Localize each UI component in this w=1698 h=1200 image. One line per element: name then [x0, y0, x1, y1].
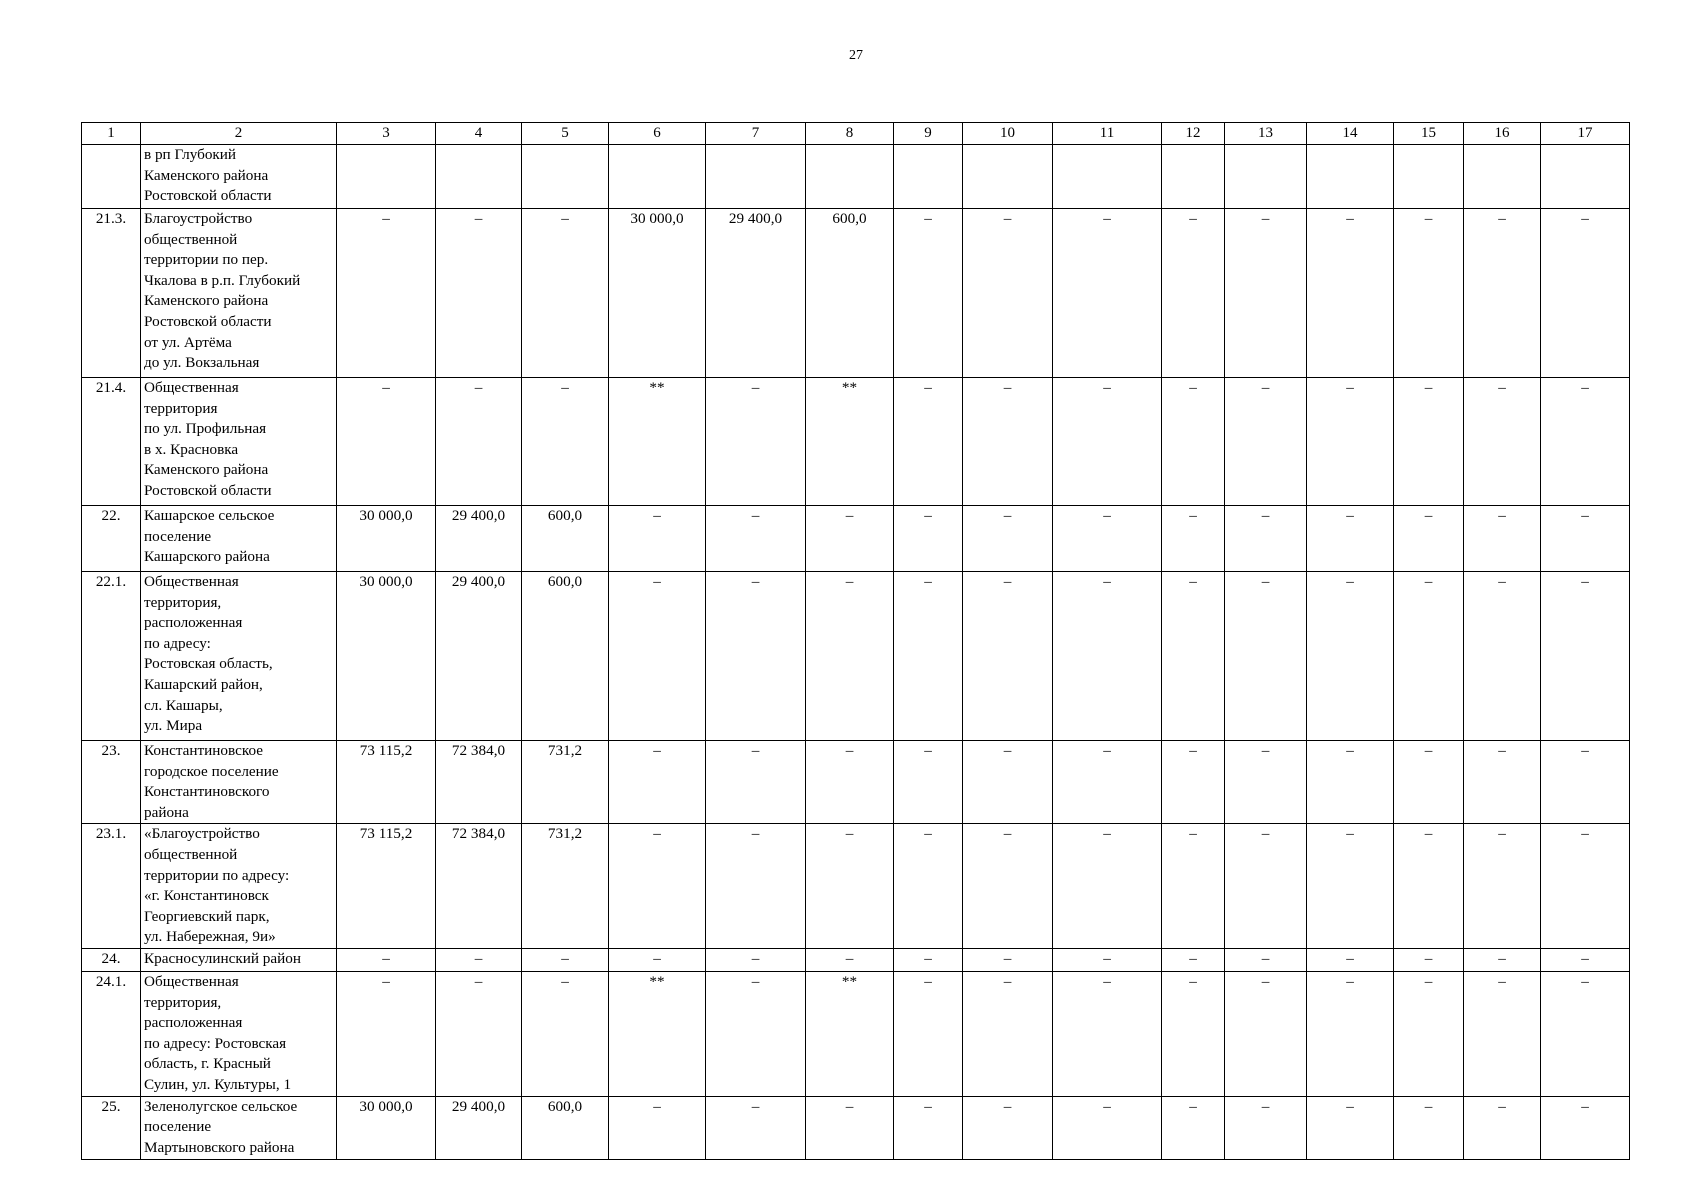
value-cell: – — [1307, 209, 1394, 378]
row-number: 25. — [82, 1096, 141, 1159]
value-cell: – — [1053, 506, 1162, 572]
value-cell: – — [1225, 741, 1307, 824]
value-cell: – — [609, 741, 706, 824]
column-header: 8 — [806, 123, 894, 145]
row-name-line: расположенная — [144, 1014, 243, 1032]
row-name-line: «Благоустройство — [144, 825, 260, 843]
value-cell: – — [1464, 209, 1541, 378]
value-cell: – — [1162, 741, 1225, 824]
table-row — [82, 741, 1630, 824]
row-name-line: общественной — [144, 845, 238, 863]
row-name-line: поселение — [144, 1118, 212, 1136]
value-cell: – — [609, 824, 706, 949]
table-row — [82, 572, 1630, 741]
value-cell: – — [1541, 506, 1630, 572]
row-name-line: расположенная — [144, 614, 243, 632]
column-header: 4 — [436, 123, 522, 145]
value-cell: – — [337, 971, 436, 1096]
column-header: 7 — [706, 123, 806, 145]
value-cell: – — [894, 378, 963, 506]
row-name-line: ул. Мира — [144, 717, 203, 735]
row-number: 23.1. — [82, 824, 141, 949]
value-cell: – — [806, 1096, 894, 1159]
value-cell: – — [1307, 824, 1394, 949]
column-header: 16 — [1464, 123, 1541, 145]
column-header: 1 — [82, 123, 141, 145]
value-cell — [522, 145, 609, 209]
value-cell — [963, 145, 1053, 209]
column-header: 9 — [894, 123, 963, 145]
row-name-line: городское поселение — [144, 762, 279, 780]
row-name-line: Красносулинский район — [144, 949, 301, 967]
value-cell: – — [1225, 1096, 1307, 1159]
value-cell: – — [609, 572, 706, 741]
value-cell: – — [894, 741, 963, 824]
value-cell: – — [1541, 209, 1630, 378]
value-cell: – — [1225, 948, 1307, 971]
value-cell: – — [706, 378, 806, 506]
row-name-line: область, г. Красный — [144, 1055, 271, 1073]
column-header: 2 — [141, 123, 337, 145]
value-cell: – — [1225, 824, 1307, 949]
value-cell: – — [963, 378, 1053, 506]
value-cell: – — [1394, 378, 1464, 506]
value-cell: – — [1225, 572, 1307, 741]
value-cell: – — [1162, 971, 1225, 1096]
value-cell: – — [1464, 1096, 1541, 1159]
value-cell — [436, 145, 522, 209]
column-header: 3 — [337, 123, 436, 145]
value-cell: ** — [609, 971, 706, 1096]
value-cell: – — [1053, 378, 1162, 506]
value-cell — [1162, 145, 1225, 209]
value-cell: – — [1225, 209, 1307, 378]
row-name-line: до ул. Вокзальная — [144, 354, 260, 372]
row-name-line: Кашарский район, — [144, 675, 263, 693]
value-cell: – — [1053, 971, 1162, 1096]
value-cell: – — [337, 209, 436, 378]
value-cell: – — [1053, 572, 1162, 741]
value-cell: – — [1541, 741, 1630, 824]
column-header: 11 — [1053, 123, 1162, 145]
value-cell: – — [1162, 824, 1225, 949]
row-name-line: территории по пер. — [144, 251, 269, 269]
table-row — [82, 824, 1630, 949]
row-name-line: Каменского района — [144, 292, 269, 310]
row-name — [141, 741, 337, 824]
value-cell: – — [436, 948, 522, 971]
value-cell: ** — [806, 971, 894, 1096]
value-cell: – — [1541, 1096, 1630, 1159]
value-cell: – — [806, 948, 894, 971]
value-cell: – — [1225, 378, 1307, 506]
value-cell: – — [806, 506, 894, 572]
row-name — [141, 506, 337, 572]
column-header: 10 — [963, 123, 1053, 145]
column-header: 14 — [1307, 123, 1394, 145]
value-cell: – — [1464, 572, 1541, 741]
value-cell: – — [1541, 824, 1630, 949]
value-cell — [1053, 145, 1162, 209]
row-name — [141, 1096, 337, 1159]
row-number — [82, 145, 141, 209]
value-cell: – — [1162, 572, 1225, 741]
value-cell: – — [806, 741, 894, 824]
value-cell: – — [1394, 209, 1464, 378]
value-cell: 600,0 — [806, 209, 894, 378]
value-cell: – — [1464, 824, 1541, 949]
value-cell — [806, 145, 894, 209]
row-name-line: «г. Константиновск — [144, 887, 269, 905]
value-cell: – — [706, 572, 806, 741]
value-cell: – — [1307, 948, 1394, 971]
value-cell: – — [894, 948, 963, 971]
value-cell: – — [806, 572, 894, 741]
row-name-line: Общественная — [144, 573, 239, 590]
value-cell: – — [963, 948, 1053, 971]
row-name — [141, 948, 337, 971]
value-cell: 73 115,2 — [337, 824, 436, 949]
row-name-line: Каменского района — [144, 461, 269, 479]
value-cell: – — [1225, 506, 1307, 572]
row-name-line: Ростовской области — [144, 187, 272, 205]
value-cell: 731,2 — [522, 824, 609, 949]
value-cell: 29 400,0 — [706, 209, 806, 378]
value-cell: – — [1394, 572, 1464, 741]
value-cell: – — [1541, 971, 1630, 1096]
value-cell: ** — [806, 378, 894, 506]
value-cell: – — [1541, 378, 1630, 506]
value-cell: – — [1053, 209, 1162, 378]
value-cell: – — [706, 971, 806, 1096]
value-cell: – — [1162, 948, 1225, 971]
value-cell — [1394, 145, 1464, 209]
row-name-line: Благоустройство — [144, 210, 253, 227]
row-name-line: в рп Глубокий — [144, 146, 237, 163]
row-name-line: территории по адресу: — [144, 866, 290, 884]
value-cell: 72 384,0 — [436, 741, 522, 824]
row-name — [141, 572, 337, 741]
value-cell: – — [963, 824, 1053, 949]
column-header: 13 — [1225, 123, 1307, 145]
row-name-line: по адресу: Ростовская — [144, 1034, 287, 1052]
value-cell: – — [609, 948, 706, 971]
value-cell: – — [1394, 824, 1464, 949]
value-cell: – — [1394, 948, 1464, 971]
row-name-line: Общественная — [144, 379, 239, 396]
row-name-line: Кашарское сельское — [144, 507, 275, 524]
value-cell — [337, 145, 436, 209]
value-cell: – — [1162, 209, 1225, 378]
row-name-line: Чкалова в р.п. Глубокий — [144, 271, 301, 289]
row-name-line: сл. Кашары, — [144, 696, 223, 714]
value-cell: – — [1162, 1096, 1225, 1159]
value-cell: – — [706, 948, 806, 971]
row-name-line: Ростовская область, — [144, 655, 273, 673]
value-cell: 73 115,2 — [337, 741, 436, 824]
value-cell: 600,0 — [522, 506, 609, 572]
page-number: 27 — [849, 48, 863, 63]
row-name-line: Зеленолугское сельское — [144, 1097, 298, 1115]
value-cell: – — [894, 971, 963, 1096]
row-name-line: района — [144, 803, 189, 821]
row-name-line: территория — [144, 399, 218, 417]
value-cell — [609, 145, 706, 209]
table-row — [82, 948, 1630, 971]
value-cell: – — [1464, 378, 1541, 506]
column-header: 17 — [1541, 123, 1630, 145]
value-cell: – — [1053, 948, 1162, 971]
table-row — [82, 378, 1630, 506]
value-cell: – — [894, 506, 963, 572]
value-cell: – — [1307, 971, 1394, 1096]
value-cell — [894, 145, 963, 209]
value-cell: 731,2 — [522, 741, 609, 824]
row-name-line: общественной — [144, 230, 238, 248]
row-name-line: территория, — [144, 993, 222, 1011]
value-cell: – — [894, 572, 963, 741]
value-cell: – — [522, 209, 609, 378]
value-cell: – — [522, 378, 609, 506]
row-name-line: по ул. Профильная — [144, 420, 267, 438]
value-cell: – — [1307, 572, 1394, 741]
financing-table — [81, 122, 1630, 1160]
value-cell: – — [1541, 948, 1630, 971]
row-name — [141, 145, 337, 209]
value-cell: 29 400,0 — [436, 506, 522, 572]
value-cell: – — [1307, 741, 1394, 824]
row-number: 23. — [82, 741, 141, 824]
value-cell: 30 000,0 — [337, 506, 436, 572]
value-cell: 600,0 — [522, 1096, 609, 1159]
value-cell: – — [706, 506, 806, 572]
row-name-line: Кашарского района — [144, 548, 270, 566]
value-cell: – — [963, 741, 1053, 824]
row-name-line: Константиновское — [144, 742, 263, 759]
row-name-line: поселение — [144, 527, 212, 545]
value-cell: – — [522, 971, 609, 1096]
value-cell: – — [609, 1096, 706, 1159]
value-cell: – — [436, 971, 522, 1096]
row-name — [141, 209, 337, 378]
value-cell: – — [1464, 506, 1541, 572]
row-number: 22. — [82, 506, 141, 572]
value-cell: – — [1053, 1096, 1162, 1159]
value-cell: – — [337, 948, 436, 971]
column-number-row — [82, 123, 1630, 145]
row-name — [141, 824, 337, 949]
value-cell: – — [963, 971, 1053, 1096]
row-name-line: по адресу: — [144, 634, 211, 652]
value-cell — [1464, 145, 1541, 209]
value-cell: – — [963, 209, 1053, 378]
value-cell — [1225, 145, 1307, 209]
value-cell: – — [706, 1096, 806, 1159]
value-cell: – — [1162, 506, 1225, 572]
column-header: 5 — [522, 123, 609, 145]
table-row — [82, 145, 1630, 209]
table-row — [82, 209, 1630, 378]
value-cell: 29 400,0 — [436, 572, 522, 741]
row-number: 21.4. — [82, 378, 141, 506]
value-cell: – — [436, 378, 522, 506]
value-cell: – — [1307, 378, 1394, 506]
value-cell: – — [894, 824, 963, 949]
value-cell: – — [894, 209, 963, 378]
value-cell — [706, 145, 806, 209]
row-name-line: от ул. Артёма — [144, 333, 232, 351]
row-name — [141, 971, 337, 1096]
value-cell: – — [1225, 971, 1307, 1096]
value-cell: ** — [609, 378, 706, 506]
value-cell: 29 400,0 — [436, 1096, 522, 1159]
value-cell: – — [1162, 378, 1225, 506]
row-name-line: Каменского района — [144, 166, 269, 184]
value-cell: – — [963, 572, 1053, 741]
value-cell: – — [963, 1096, 1053, 1159]
table-row — [82, 506, 1630, 572]
value-cell — [1541, 145, 1630, 209]
value-cell: – — [1464, 948, 1541, 971]
value-cell: – — [1053, 741, 1162, 824]
row-name-line: ул. Набережная, 9и» — [144, 928, 276, 946]
row-name-line: Константиновского — [144, 783, 270, 801]
row-name-line: Ростовской области — [144, 481, 272, 499]
value-cell: – — [1053, 824, 1162, 949]
value-cell — [1307, 145, 1394, 209]
row-name-line: Сулин, ул. Культуры, 1 — [144, 1075, 292, 1093]
value-cell: – — [806, 824, 894, 949]
row-name-line: в х. Красновка — [144, 440, 239, 458]
value-cell: – — [1541, 572, 1630, 741]
row-name-line: Мартыновского района — [144, 1138, 295, 1156]
value-cell: 600,0 — [522, 572, 609, 741]
value-cell: – — [1394, 741, 1464, 824]
table-row — [82, 971, 1630, 1096]
column-header: 12 — [1162, 123, 1225, 145]
value-cell: – — [1464, 971, 1541, 1096]
row-name — [141, 378, 337, 506]
value-cell: – — [1394, 1096, 1464, 1159]
column-header: 6 — [609, 123, 706, 145]
row-number: 22.1. — [82, 572, 141, 741]
value-cell: 30 000,0 — [609, 209, 706, 378]
value-cell: – — [706, 824, 806, 949]
value-cell: – — [1394, 971, 1464, 1096]
value-cell: – — [1394, 506, 1464, 572]
value-cell: – — [337, 378, 436, 506]
row-name-line: Георгиевский парк, — [144, 907, 270, 925]
row-name-line: Ростовской области — [144, 312, 272, 330]
value-cell: – — [436, 209, 522, 378]
value-cell: – — [609, 506, 706, 572]
table-row — [82, 1096, 1630, 1159]
value-cell: – — [706, 741, 806, 824]
value-cell: – — [1464, 741, 1541, 824]
value-cell: – — [963, 506, 1053, 572]
row-number: 24.1. — [82, 971, 141, 1096]
row-number: 24. — [82, 948, 141, 971]
value-cell: 72 384,0 — [436, 824, 522, 949]
value-cell: – — [1307, 506, 1394, 572]
value-cell: – — [522, 948, 609, 971]
column-header: 15 — [1394, 123, 1464, 145]
value-cell: – — [1307, 1096, 1394, 1159]
value-cell: 30 000,0 — [337, 1096, 436, 1159]
row-name-line: Общественная — [144, 972, 239, 990]
row-number: 21.3. — [82, 209, 141, 378]
value-cell: – — [894, 1096, 963, 1159]
row-name-line: территория, — [144, 593, 222, 611]
value-cell: 30 000,0 — [337, 572, 436, 741]
